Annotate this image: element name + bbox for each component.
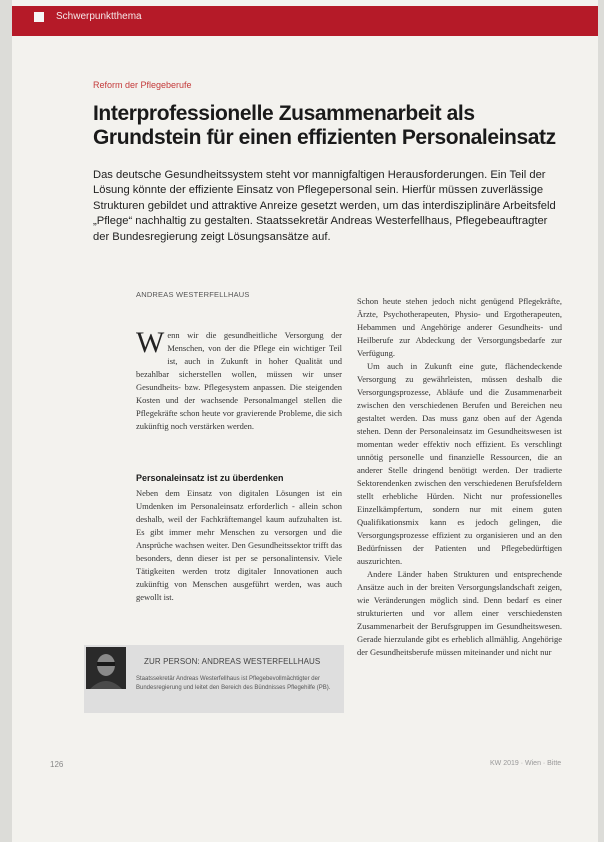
section-title: Schwerpunktthema (56, 11, 142, 22)
paragraph-staffing: Neben dem Einsatz von digitalen Lösungen ist ein Umdenken im Personaleinsatz erforderlich - allein schon deshalb, weil der Fachkräftemangel kaum aufzuhalten ist. Es gibt immer mehr Menschen zu versorgen und die Ansprüche wachsen weiter. Den Gesundheitssektor trifft das besonders, denn dieser ist per se personalintensiv. Viele Tätigkeiten werden trotz digitaler Innovationen auch zukünftig von Menschen ausgeführt werden, was auch gewollt ist. (136, 488, 342, 602)
infobox-title: ZUR PERSON: ANDREAS WESTERFELLHAUS (144, 657, 321, 666)
column-left (136, 290, 342, 604)
paragraph-intro-text: enn wir die gesundheitliche Versorgung der Menschen, von der die Pflege ein wichtiger Teil ist, auch in Zukunft in hoher Qualität und bezahlbar sicherstellen wollen, müssen wir unser Gesundheits- bzw. Pflegesystem anpassen. Die steigenden Kosten und der wachsende Personalmangel stellen die Pflegekräfte schon heute vor gravierende Probleme, die sich zukünftig noch verstärken werden. (136, 330, 342, 431)
issue-info: KW 2019 · Wien · Bitte (490, 760, 562, 767)
article-lead: Das deutsche Gesundheitssystem steht vor mannigfaltigen Herausforderungen. Ein Teil der Lösung könnte der effiziente Einsatz von Pflegepersonal sein. Hierfür müssen zuverlässige Strukturen gebildet und attraktive Anreize gesetzt werden, um das interdisziplinäre Arbeitsfeld „Pflege“ nachhaltig zu gestalten. Staatssekretär Andreas Westerfellhaus, Pflegebeauftragter der Bundesregierung zeigt Lösungsansätze auf. (93, 169, 556, 243)
paragraph-other-countries: Andere Länder haben Strukturen und entsprechende Ansätze auch in der breiten Versorgungslandschaft zeigen, wie Veränderungen möglich sind. Denn bedarf es einer strukturierten und vor allem einer verschiedensten Zusammenarbeit der Berufsgruppen im Gesundheitswesen. Gerade hierzulande gibt es erheblich allmählig. Angehörige der Gesundheitsberufe müssen miteinander und nicht nur (357, 569, 562, 657)
headline-line-2: Grundstein für einen effizienten Personaleinsatz (93, 126, 556, 149)
column-right (357, 295, 562, 659)
article-kicker: Reform der Pflegeberufe (93, 80, 192, 90)
paragraph-intro (136, 326, 342, 433)
square-icon (34, 12, 44, 22)
paragraph-future: Um auch in Zukunft eine gute, flächendeckende Versorgung zu gewährleisten, müssen deshalb die Versorgungsprozesse, Abläufe und die Zusammenarbeit zwischen den verschiedenen Berufen und Bereichen neu gestaltet werden. Das muss ganz oben auf der Agenda stehen. Denn der Personaleinsatz im Gesundheitswesen ist momentan weder effektiv noch effizient. Es verschlingt unnötig personelle und finanzielle Ressourcen, die an anderer Stelle dringend benötigt werden. Der tradierte Sektorendenken zwischen den verschiedenen Berufsfeldern stellt erhebliche Hürden. Nicht nur professionelles Einzelkämpfertum, sondern nur mit einem guten Qualifikationsmix kann es jedoch gelingen, die Versorgungsprozesse effizient zu organisieren und an den Bedürfnissen der Patienten und Pflegebedürftigen auszurichten. (357, 361, 562, 566)
portrait-photo (86, 647, 126, 689)
headline-line-1: Interprofessionelle Zusammenarbeit als (93, 102, 475, 125)
author-name: ANDREAS WESTERFELLHAUS (136, 290, 250, 299)
dropcap: W (136, 326, 165, 359)
article-headline (93, 102, 573, 150)
section-header-bar (12, 6, 598, 36)
infobox-text: Staatssekretär Andreas Westerfellhaus ist Pflegebevollmächtigter der Bundesregierung und leitet den Bereich des Bündnisses Pflegehilfe (PB). (136, 676, 331, 691)
page-number: 126 (50, 760, 64, 769)
subheading: Personaleinsatz ist zu überdenken (136, 473, 284, 483)
paragraph-shortage: Schon heute stehen jedoch nicht genügend Pflegekräfte, Ärzte, Psychotherapeuten, Physio- und Ergotherapeuten, Hebammen und Angehörige anderer Gesundheits- und Heilberufe zur Abdeckung der Versorgungsbedarfe zur Verfügung. (357, 296, 562, 358)
person-infobox (84, 645, 344, 713)
